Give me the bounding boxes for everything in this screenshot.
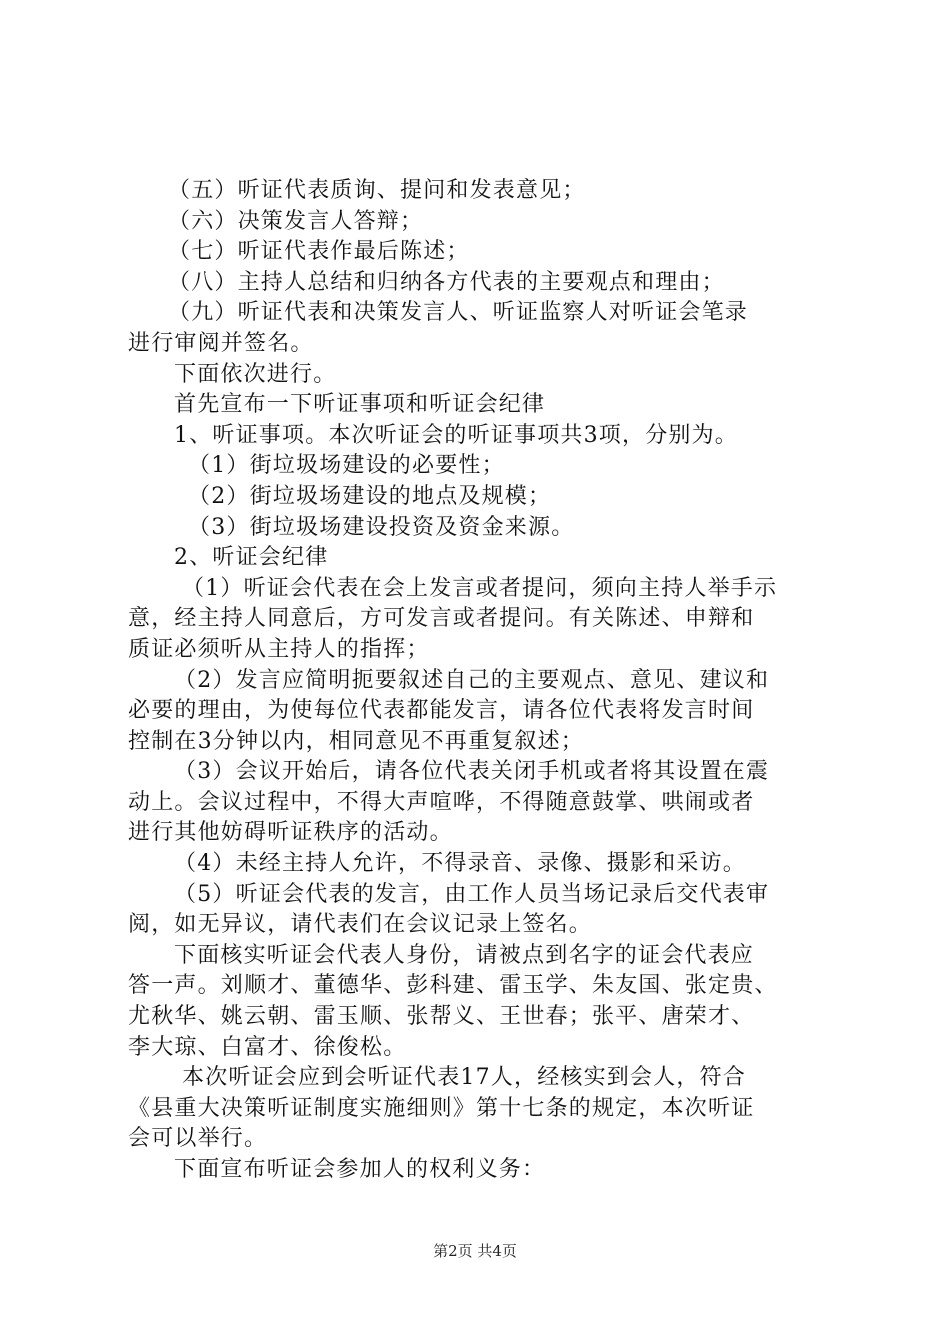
text-line: 2、听证会纪律 <box>174 545 329 571</box>
text-line: （八）主持人总结和归纳各方代表的主要观点和理由； <box>168 269 725 295</box>
text-line: 尤秋华、姚云朝、雷玉顺、张帮义、王世春；张平、唐荣才、 <box>128 1004 755 1030</box>
text-line: （2）发言应简明扼要叙述自己的主要观点、意见、建议和 <box>174 667 770 693</box>
text-line: （九）听证代表和决策发言人、听证监察人对听证会笔录 <box>168 300 749 326</box>
text-line: 必要的理由，为使每位代表都能发言，请各位代表将发言时间 <box>128 698 755 724</box>
text-line: 下面宣布听证会参加人的权利义务： <box>174 1157 546 1182</box>
text-line: （5）听证会代表的发言，由工作人员当场记录后交代表审 <box>174 881 770 907</box>
text-line: 进行审阅并签名。 <box>128 330 314 356</box>
text-line: 下面依次进行。 <box>174 361 337 387</box>
document-body <box>128 176 848 1186</box>
text-line: 阅，如无异议，请代表们在会议记录上签名。 <box>128 912 593 938</box>
page-number-footer: 第2页 共4页 <box>433 1242 517 1260</box>
text-line: （3）街垃圾场建设投资及资金来源。 <box>188 514 575 540</box>
text-line: 下面核实听证会代表人身份，请被点到名字的证会代表应 <box>174 942 755 968</box>
text-line: 质证必须听从主持人的指挥； <box>128 636 430 662</box>
text-line: 本次听证会应到会听证代表17人，经核实到会人，符合 <box>182 1065 746 1091</box>
text-line: （1）街垃圾场建设的必要性； <box>188 453 505 479</box>
text-line: 会可以举行。 <box>128 1126 268 1152</box>
text-line: 首先宣布一下听证事项和听证会纪律 <box>174 392 546 418</box>
text-line: 意，经主持人同意后，方可发言或者提问。有关陈述、申辩和 <box>128 606 755 632</box>
text-line: （4）未经主持人允许，不得录音、录像、摄影和采访。 <box>174 851 746 877</box>
text-line: 进行其他妨碍听证秩序的活动。 <box>128 820 453 846</box>
text-line: 《县重大决策听证制度实施细则》第十七条的规定，本次听证 <box>128 1095 755 1121</box>
text-line: （七）听证代表作最后陈述； <box>168 239 470 265</box>
text-line: （六）决策发言人答辩； <box>168 208 424 234</box>
text-line: 动上。会议过程中，不得大声喧哗，不得随意鼓掌、哄闹或者 <box>128 789 755 815</box>
text-line: 李大琼、白富才、徐俊松。 <box>128 1034 407 1060</box>
text-line: 控制在3分钟以内，相同意见不再重复叙述； <box>128 728 584 754</box>
text-line: 答一声。刘顺才、董德华、彭科建、雷玉学、朱友国、张定贵、 <box>128 973 778 999</box>
text-line: （1）听证会代表在会上发言或者提问，须向主持人举手示 <box>182 575 778 601</box>
text-line: （五）听证代表质询、提问和发表意见； <box>168 178 586 203</box>
text-line: 1、听证事项。本次听证会的听证事项共3项，分别为。 <box>174 422 738 448</box>
text-line: （2）街垃圾场建设的地点及规模； <box>188 483 552 509</box>
text-line: （3）会议开始后，请各位代表关闭手机或者将其设置在震 <box>174 759 770 785</box>
